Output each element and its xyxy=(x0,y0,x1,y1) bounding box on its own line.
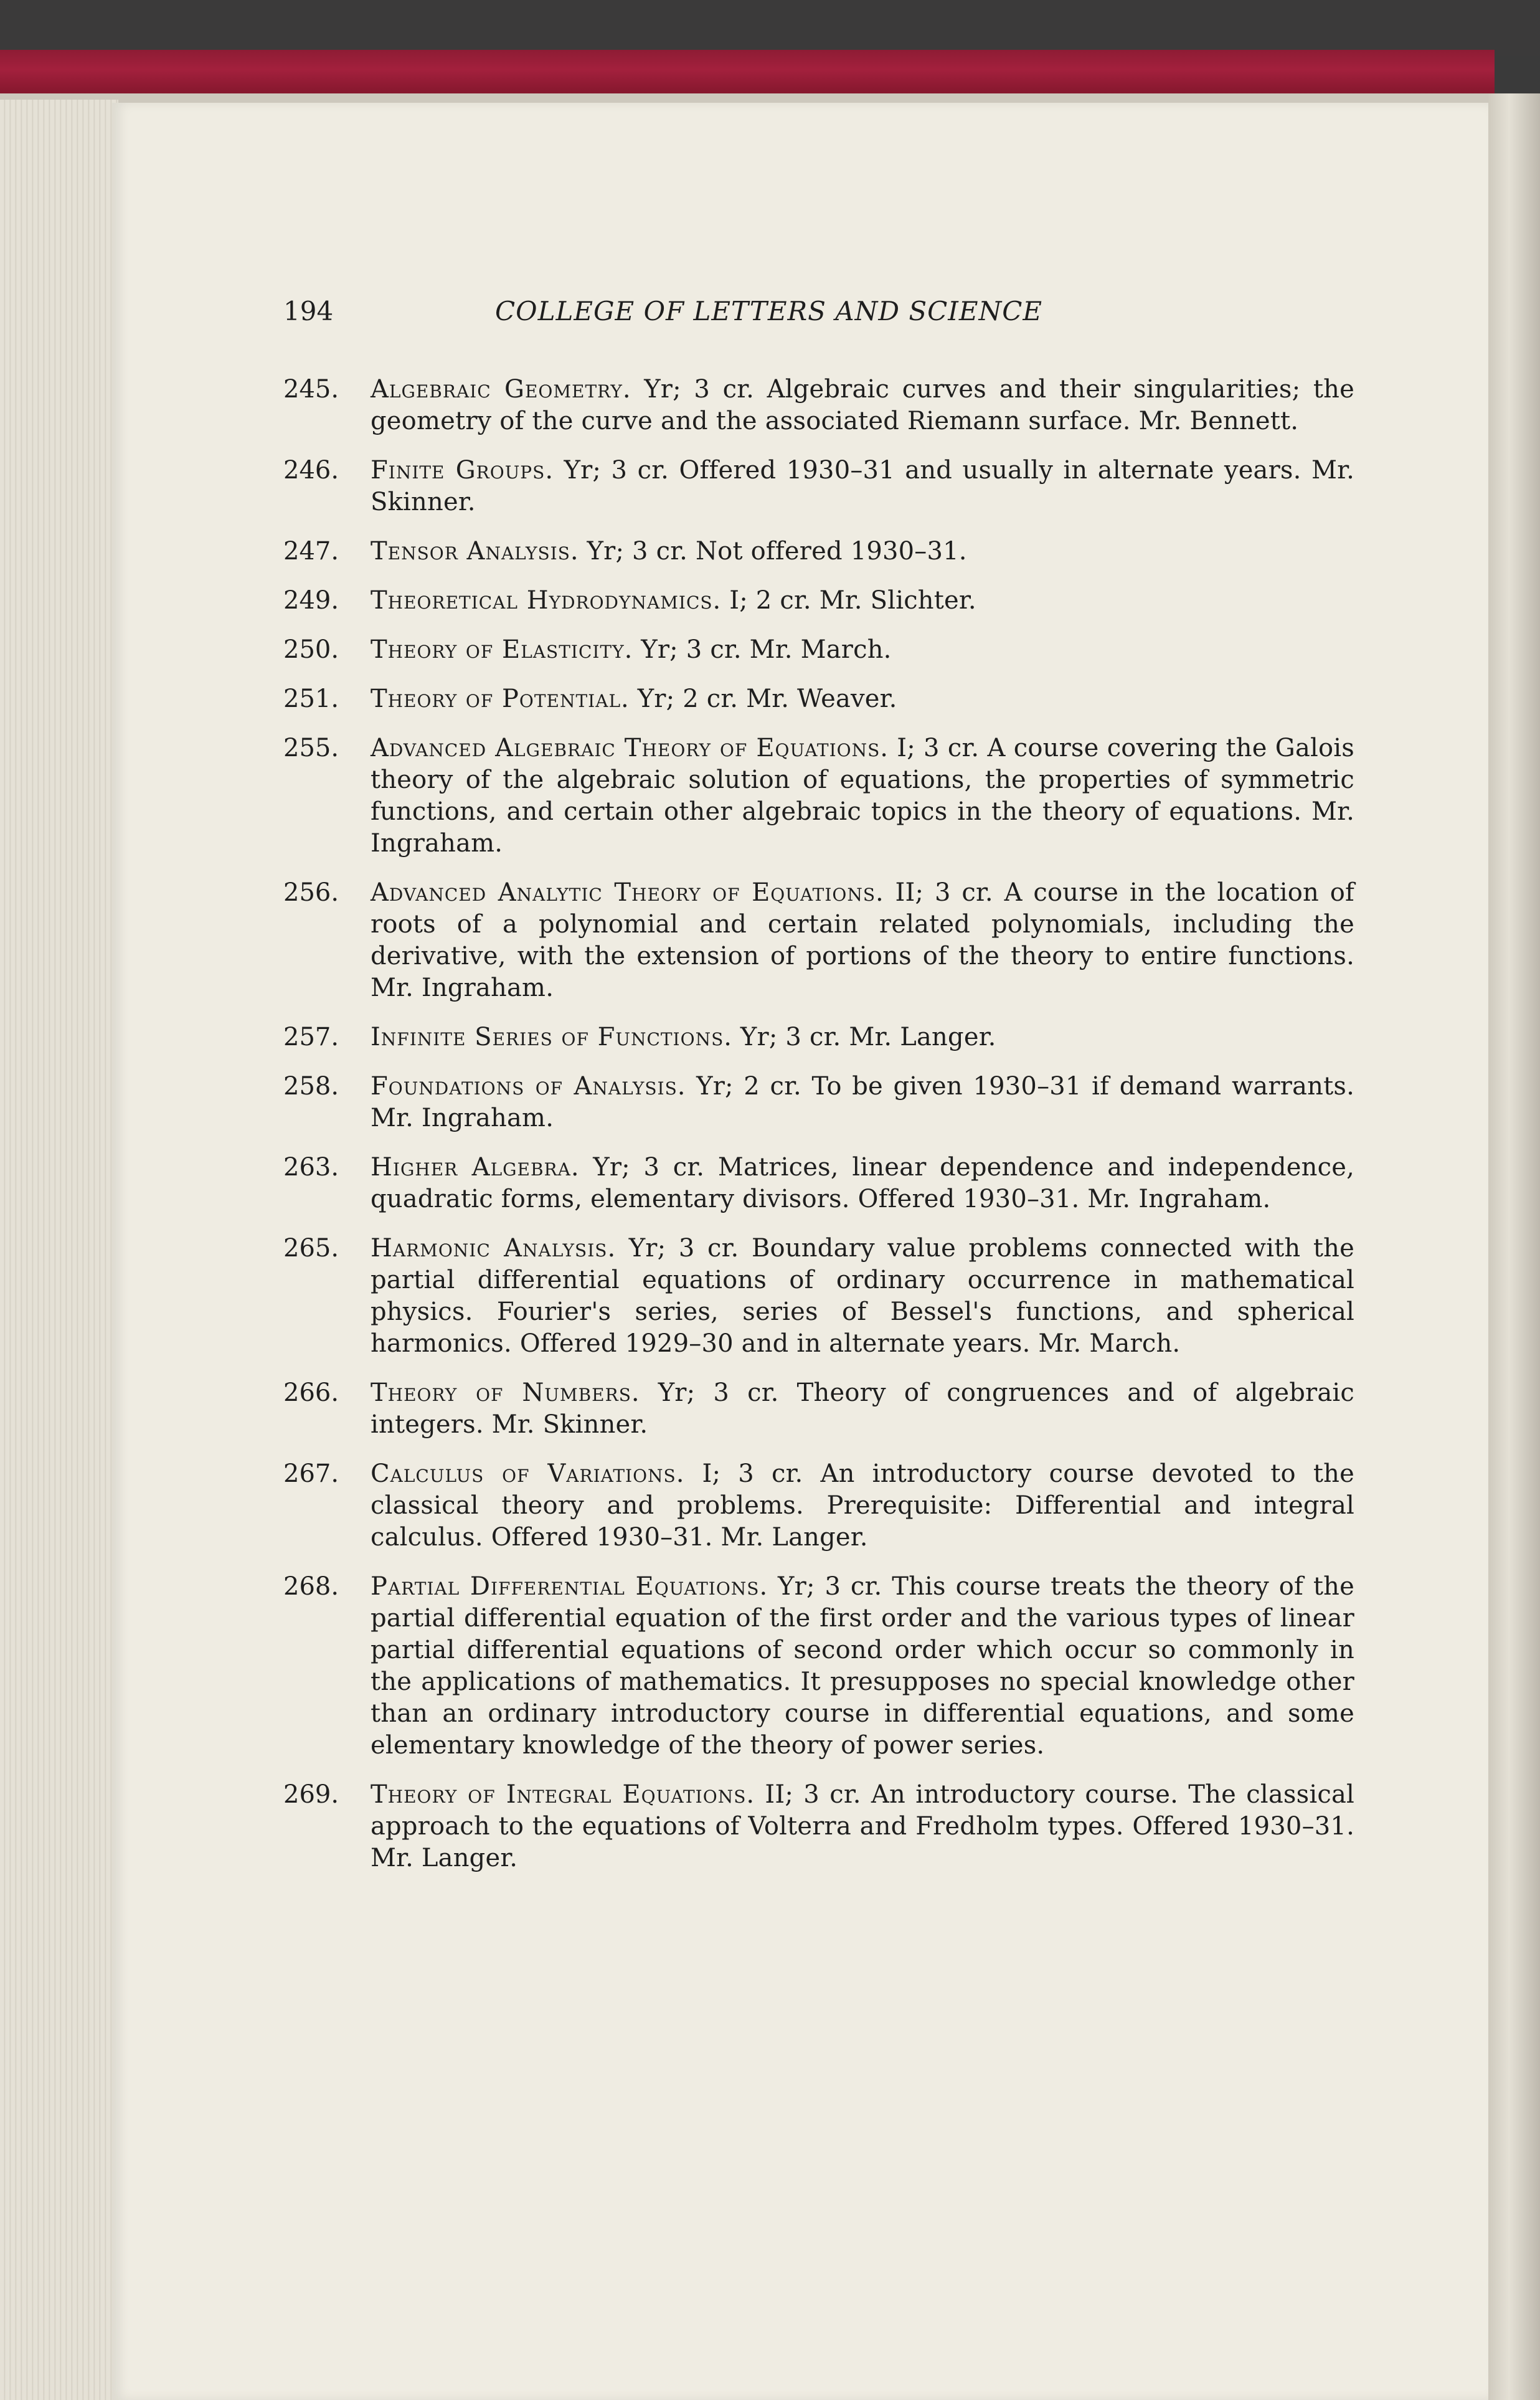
course-entry xyxy=(283,877,1354,1004)
book-cover-edge xyxy=(0,50,1495,100)
course-description: I; 3 cr. A course covering the Galois theory of the algebraic solution of equations, the properties of symmetric functions, and certain other algebraic topics in the theory of equations. Mr. Ingraham. xyxy=(371,734,1355,858)
course-description: Yr; 3 cr. Theory of congruences and of algebraic integers. Mr. Skinner. xyxy=(371,1378,1354,1439)
course-number: 246. xyxy=(283,456,339,485)
course-number: 269. xyxy=(283,1780,339,1809)
course-description: Yr; 3 cr. Mr. March. xyxy=(641,635,892,664)
course-description: Yr; 3 cr. Not offered 1930–31. xyxy=(587,537,967,566)
course-entry xyxy=(283,733,1354,860)
course-description: I; 3 cr. An introductory course devoted to the classical theory and problems. Prerequisite: Differential and integral calculus. Offered 1930–31. Mr. Langer. xyxy=(371,1459,1355,1552)
course-number: 263. xyxy=(283,1153,339,1182)
course-title: Theory of Numbers. xyxy=(371,1378,640,1407)
course-title: Infinite Series of Functions. xyxy=(371,1023,732,1051)
course-entry xyxy=(283,1779,1354,1874)
course-description: Yr; 3 cr. This course treats the theory of the partial differential equation of the first order and the various types of linear partial differential equations of second order which occur so commonly in the applications of mathematics. It presupposes no special knowledge other than an ordinary introductory course in differential equations, and some elementary knowledge of the theory of power series. xyxy=(371,1572,1354,1760)
course-entry xyxy=(283,1571,1354,1762)
course-number: 258. xyxy=(283,1072,339,1101)
course-description: Yr; 3 cr. Matrices, linear dependence and independence, quadratic forms, elementary divisors. Offered 1930–31. Mr. Ingraham. xyxy=(371,1153,1354,1213)
course-title: Higher Algebra. xyxy=(371,1153,580,1182)
course-number: 256. xyxy=(283,878,339,907)
course-number: 249. xyxy=(283,586,339,615)
course-description: II; 3 cr. An introductory course. The classical approach to the equations of Volterra and Fredholm types. Offered 1930–31. Mr. Langer. xyxy=(371,1780,1354,1872)
course-entry xyxy=(283,1458,1354,1553)
course-description: I; 2 cr. Mr. Slichter. xyxy=(729,586,976,615)
course-number: 257. xyxy=(283,1023,339,1051)
course-title: Theory of Potential. xyxy=(371,685,630,713)
course-entry xyxy=(283,374,1354,437)
course-description: Yr; 3 cr. Mr. Langer. xyxy=(740,1023,996,1051)
course-title: Advanced Analytic Theory of Equations. xyxy=(371,878,884,907)
course-number: 251. xyxy=(283,685,339,713)
course-title: Partial Differential Equations. xyxy=(371,1572,768,1601)
course-title: Algebraic Geometry. xyxy=(371,375,631,404)
course-number: 265. xyxy=(283,1234,339,1263)
course-description: Yr; 3 cr. Offered 1930–31 and usually in alternate years. Mr. Skinner. xyxy=(371,456,1354,516)
course-title: Tensor Analysis. xyxy=(371,537,579,566)
course-title: Theoretical Hydrodynamics. xyxy=(371,586,722,615)
course-title: Calculus of Variations. xyxy=(371,1459,685,1488)
running-head: COLLEGE OF LETTERS AND SCIENCE xyxy=(495,296,1043,326)
course-entry xyxy=(283,1233,1354,1360)
course-number: 250. xyxy=(283,635,339,664)
course-entry xyxy=(283,585,1354,617)
course-entry xyxy=(283,1071,1354,1134)
course-entry xyxy=(283,536,1354,567)
page-header xyxy=(283,296,1354,339)
course-entry xyxy=(283,634,1354,666)
course-entry xyxy=(283,1022,1354,1053)
course-list xyxy=(283,374,1354,1892)
course-title: Harmonic Analysis. xyxy=(371,1234,616,1263)
course-description: Yr; 3 cr. Algebraic curves and their singularities; the geometry of the curve and the associated Riemann surface. Mr. Bennett. xyxy=(371,375,1355,435)
course-number: 255. xyxy=(283,734,339,762)
course-number: 245. xyxy=(283,375,339,404)
course-description: Yr; 2 cr. Mr. Weaver. xyxy=(637,685,897,713)
course-number: 267. xyxy=(283,1459,339,1488)
course-entry xyxy=(283,1152,1354,1215)
background-top xyxy=(0,0,1540,56)
page-number: 194 xyxy=(283,296,334,326)
course-entry xyxy=(283,683,1354,715)
page-stack-left xyxy=(0,100,118,2400)
course-number: 268. xyxy=(283,1572,339,1601)
course-number: 266. xyxy=(283,1378,339,1407)
course-title: Theory of Integral Equations. xyxy=(371,1780,755,1809)
course-description: II; 3 cr. A course in the location of roots of a polynomial and certain related polynomials, including the derivative, with the extension of portions of the theory to entire functions. Mr. Ingraham. xyxy=(371,878,1355,1002)
course-title: Advanced Algebraic Theory of Equations. xyxy=(371,734,889,762)
course-description: Yr; 2 cr. To be given 1930–31 if demand warrants. Mr. Ingraham. xyxy=(371,1072,1354,1132)
course-entry xyxy=(283,1377,1354,1441)
course-description: Yr; 3 cr. Boundary value problems connected with the partial differential equations of ordinary occurrence in mathematical physics. Fourier's series, series of Bessel's functions, and spherical harmonics. Offered 1929–30 and in alternate years. Mr. March. xyxy=(371,1234,1354,1358)
page-stack-right xyxy=(1488,93,1540,2400)
course-title: Theory of Elasticity. xyxy=(371,635,633,664)
course-title: Foundations of Analysis. xyxy=(371,1072,686,1101)
course-entry xyxy=(283,455,1354,518)
course-title: Finite Groups. xyxy=(371,456,554,485)
course-number: 247. xyxy=(283,537,339,566)
